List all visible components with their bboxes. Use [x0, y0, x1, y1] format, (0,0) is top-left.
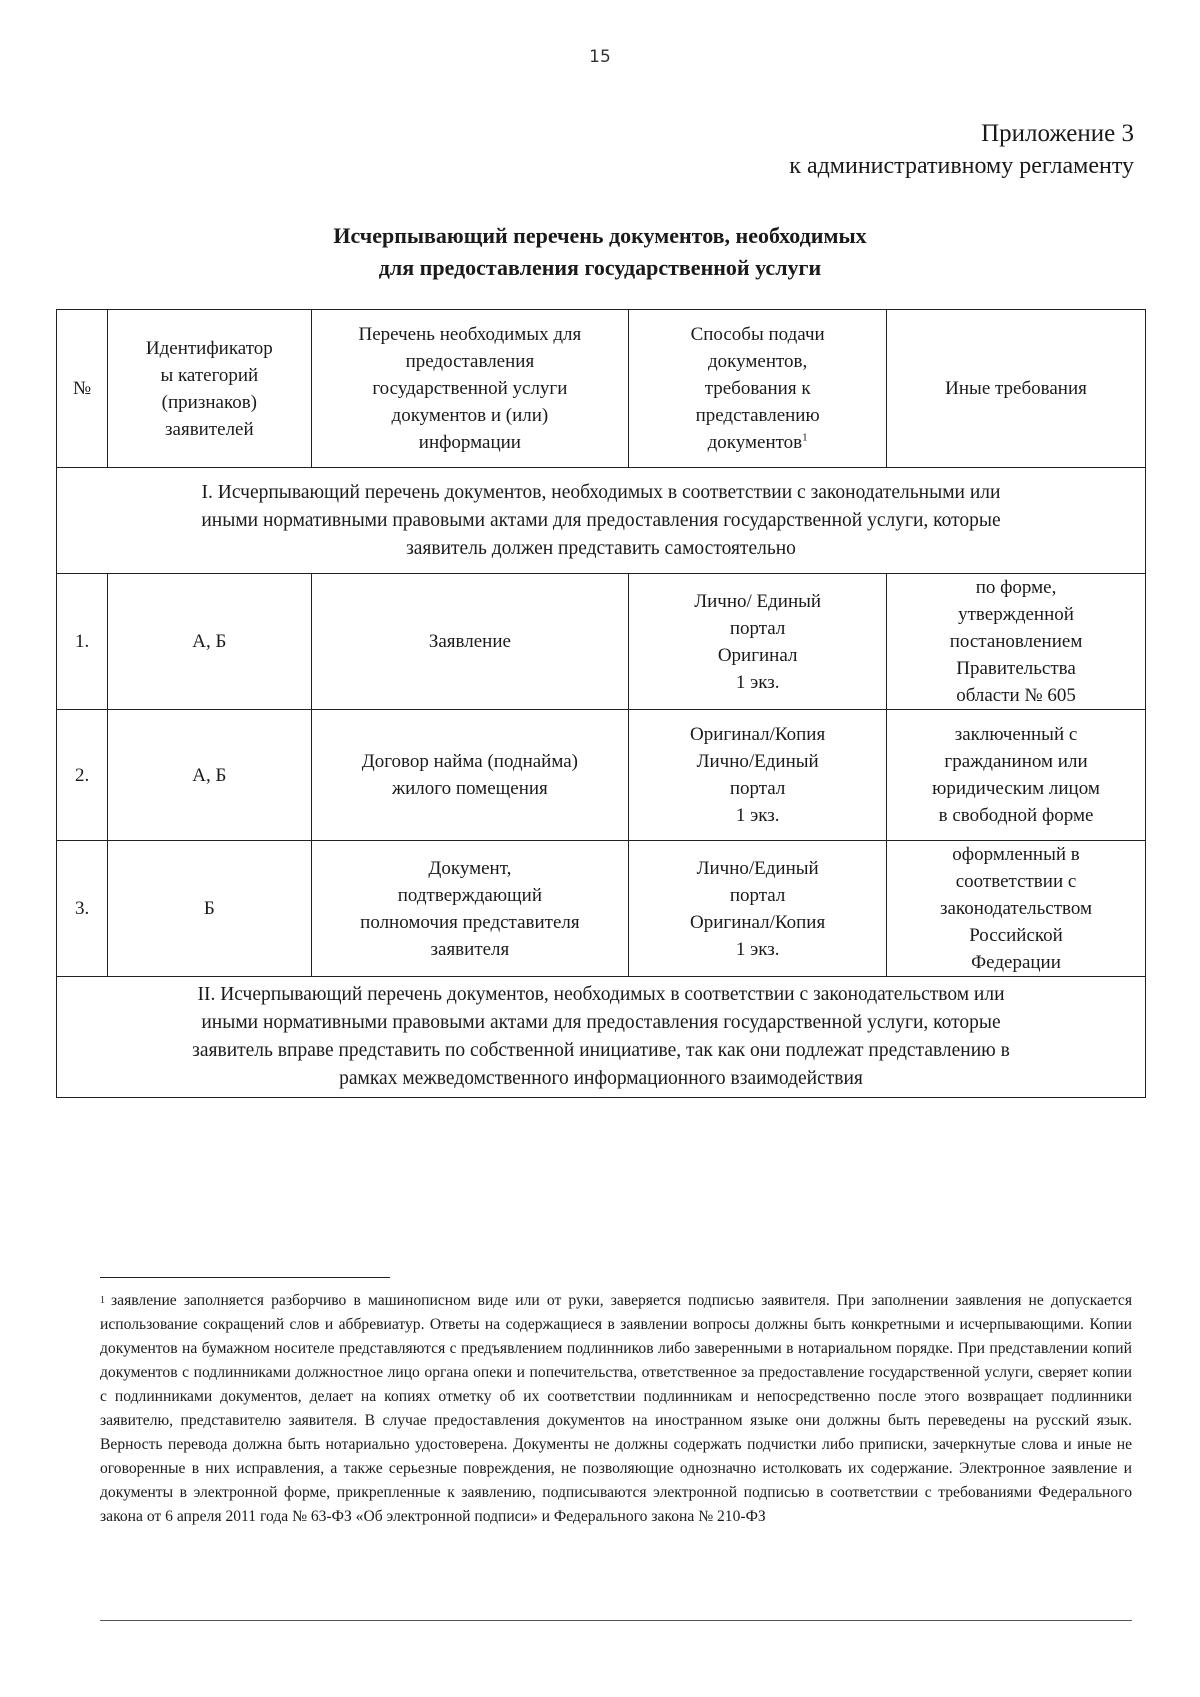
row-number: 1.: [57, 574, 108, 710]
section-row: [57, 977, 1146, 1098]
row-applicant-ids: А, Б: [108, 574, 311, 710]
table-row: [57, 841, 1146, 977]
row-other-requirements: заключенный с гражданином или юридическим лицом в свободной форме: [887, 710, 1146, 841]
footnote-mark: 1: [100, 1295, 105, 1306]
row-document: Договор найма (поднайма) жилого помещения: [311, 710, 629, 841]
section-1-heading: I. Исчерпывающий перечень документов, необходимых в соответствии с законодательными или иными нормативными правовыми актами для предоставления государственной услуги, которые заявитель должен представить самостоятельно: [57, 468, 1146, 574]
documents-table: [56, 309, 1146, 1098]
appendix-title: Приложение 3: [981, 120, 1134, 147]
row-submission-methods: Оригинал/Копия Лично/Единый портал 1 экз.: [629, 710, 887, 841]
row-submission-methods: Лично/Единый портал Оригинал/Копия 1 экз.: [629, 841, 887, 977]
section-2-heading: II. Исчерпывающий перечень документов, необходимых в соответствии с законодательством или иными нормативными правовыми актами для предоставления государственной услуги, которые заявитель вправе представить по собственной инициативе, так как они подлежат представлению в рамках межведомственного информационного взаимодействия: [57, 977, 1146, 1098]
row-submission-methods: Лично/ Единый портал Оригинал 1 экз.: [629, 574, 887, 710]
document-title: [0, 220, 1200, 284]
header-number: №: [57, 310, 108, 468]
row-other-requirements: оформленный в соответствии с законодательством Российской Федерации: [887, 841, 1146, 977]
footnote-text: заявление заполняется разборчиво в машинописном виде или от руки, заверяется подписью заявителя. При заполнении заявления не допускается использование сокращений слов и аббревиатур. Ответы на содержащиеся в заявлении вопросы должны быть конкретными и исчерпывающими. Копии документов на бумажном носителе представляются с предъявлением подлинников либо заверенными в нотариальном порядке. При представлении копий документов с подлинниками должностное лицо органа опеки и попечительства, ответственное за предоставление государственной услуги, сверяет копии с подлинниками документов, делает на копиях отметку об их соответствии подлинникам и непосредственно после этого возвращает подлинники заявителю, представителю заявителя. В случае предоставления документов на иностранном языке они должны быть переведены на русский язык. Верность перевода должна быть нотариально удостоверена. Документы не должны содержать подчистки либо приписки, зачеркнутые слова и иные не оговоренные в них исправления, а также серьезные повреждения, не позволяющие однозначно истолковать их содержание. Электронное заявление и документы в электронной форме, прикрепленные к заявлению, подписываются электронной подписью в соответствии с требованиями Федерального закона от 6 апреля 2011 года № 63-ФЗ «Об электронной подписи» и Федерального закона № 210-ФЗ: [100, 1292, 1132, 1525]
footnote: [100, 1289, 1132, 1529]
page-number: 15: [589, 47, 611, 67]
header-applicant-identifiers: Идентификатор ы категорий (признаков) заявителей: [108, 310, 311, 468]
appendix-subtitle: к административному регламенту: [789, 153, 1134, 179]
row-applicant-ids: Б: [108, 841, 311, 977]
header-document-list: Перечень необходимых для предоставления государственной услуги документов и (или) информации: [311, 310, 629, 468]
table-row: [57, 574, 1146, 710]
header-submission-methods: Способы подачи документов, требования к представлению документов$^1$: [629, 310, 887, 468]
document-title-line: для предоставления государственной услуги: [378, 255, 822, 280]
table-header-row: [57, 310, 1146, 468]
table-row: [57, 710, 1146, 841]
row-document: Заявление: [311, 574, 629, 710]
header-other-requirements: Иные требования: [887, 310, 1146, 468]
appendix-header: [789, 118, 1134, 182]
row-number: 3.: [57, 841, 108, 977]
row-other-requirements: по форме, утвержденной постановлением Правительства области № 605: [887, 574, 1146, 710]
footnote-separator: [100, 1277, 390, 1278]
section-row: [57, 468, 1146, 574]
row-number: 2.: [57, 710, 108, 841]
row-document: Документ, подтверждающий полномочия представителя заявителя: [311, 841, 629, 977]
bottom-divider: [100, 1620, 1132, 1621]
footnote-reference: 1: [802, 431, 808, 444]
document-title-line: Исчерпывающий перечень документов, необходимых: [333, 223, 867, 248]
row-applicant-ids: А, Б: [108, 710, 311, 841]
